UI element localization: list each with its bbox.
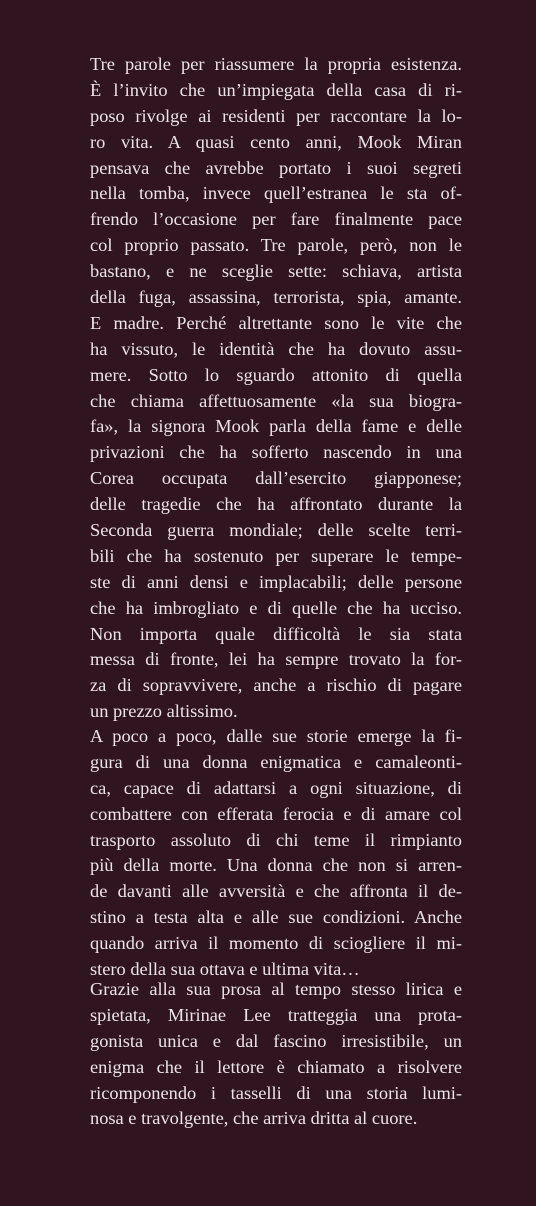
text-line: combattere con efferata ferocia e di amare col: [90, 803, 462, 824]
text-line: delle tragedie che ha affrontato durante la: [90, 494, 462, 515]
text-line: stero della sua ottava e ultima vita…: [90, 959, 360, 980]
review-paragraph: [90, 977, 462, 1132]
text-line: ricomponendo i tasselli di una storia lumi-: [90, 1082, 462, 1103]
text-line: È l’invito che un’impiegata della casa di ri-: [90, 79, 462, 100]
synopsis-paragraph-1: [90, 52, 462, 725]
text-line: A poco a poco, dalle sue storie emerge la fi-: [90, 726, 462, 746]
text-line: un prezzo altissimo.: [90, 701, 238, 722]
text-line: ca, capace di adattarsi a ogni situazione, di: [90, 777, 462, 798]
text-line: enigma che il lettore è chiamato a risolvere: [90, 1056, 462, 1077]
text-line: bili che ha sostenuto per superare le tempe-: [90, 545, 462, 566]
text-line: ha vissuto, le identità che ha dovuto assu-: [90, 338, 462, 359]
text-line: messa di fronte, lei ha sempre trovato la for-: [90, 649, 462, 670]
text-line: E madre. Perché altrettante sono le vite che: [90, 312, 462, 333]
text-line: fa», la signora Mook parla della fame e delle: [90, 416, 462, 437]
text-line: pensava che avrebbe portato i suoi segreti: [90, 157, 462, 178]
text-line: Tre parole per riassumere la propria esistenza.: [90, 54, 462, 74]
text-line: col proprio passato. Tre parole, però, non le: [90, 235, 462, 256]
text-line: de davanti alle avversità e che affronta il de-: [90, 881, 462, 902]
text-line: che chiama affettuosamente «la sua biogra-: [90, 390, 462, 411]
text-line: za di sopravvivere, anche a rischio di pagare: [90, 675, 462, 696]
text-line: bastano, e ne sceglie sette: schiava, artista: [90, 261, 462, 282]
text-line: frendo l’occasione per fare finalmente pace: [90, 209, 462, 230]
text-line: più della morte. Una donna che non si arren-: [90, 855, 462, 876]
text-line: Non importa quale difficoltà le sia stata: [90, 623, 462, 644]
text-line: Grazie alla sua prosa al tempo stesso lirica e: [90, 979, 462, 999]
text-line: stino a testa alta e alle sue condizioni. Anche: [90, 907, 462, 928]
text-line: gonista unica e dal fascino irresistibile, un: [90, 1030, 462, 1051]
text-line: mere. Sotto lo sguardo attonito di quella: [90, 364, 462, 385]
text-line: spietata, Mirinae Lee tratteggia una prota-: [90, 1004, 462, 1025]
text-line: ro vita. A quasi cento anni, Mook Miran: [90, 131, 462, 152]
text-line: privazioni che ha sofferto nascendo in una: [90, 442, 462, 463]
text-line: gura di una donna enigmatica e camaleonti-: [90, 751, 462, 772]
text-line: della fuga, assassina, terrorista, spia, amante.: [90, 287, 462, 308]
text-line: nella tomba, invece quell’estranea le sta of-: [90, 183, 462, 204]
text-line: che ha imbrogliato e di quelle che ha ucciso.: [90, 597, 462, 618]
text-line: quando arriva il momento di sciogliere il mi-: [90, 933, 462, 954]
text-line: Seconda guerra mondiale; delle scelte terri-: [90, 520, 462, 541]
text-line: nosa e travolgente, che arriva dritta al cuore.: [90, 1108, 418, 1129]
text-line: ste di anni densi e implacabili; delle persone: [90, 571, 462, 592]
text-line: Corea occupata dall’esercito giapponese;: [90, 468, 462, 489]
text-line: poso rivolge ai residenti per raccontare la lo-: [90, 105, 462, 126]
text-line: trasporto assoluto di chi teme il rimpianto: [90, 829, 462, 850]
synopsis-paragraph-2: [90, 724, 462, 983]
